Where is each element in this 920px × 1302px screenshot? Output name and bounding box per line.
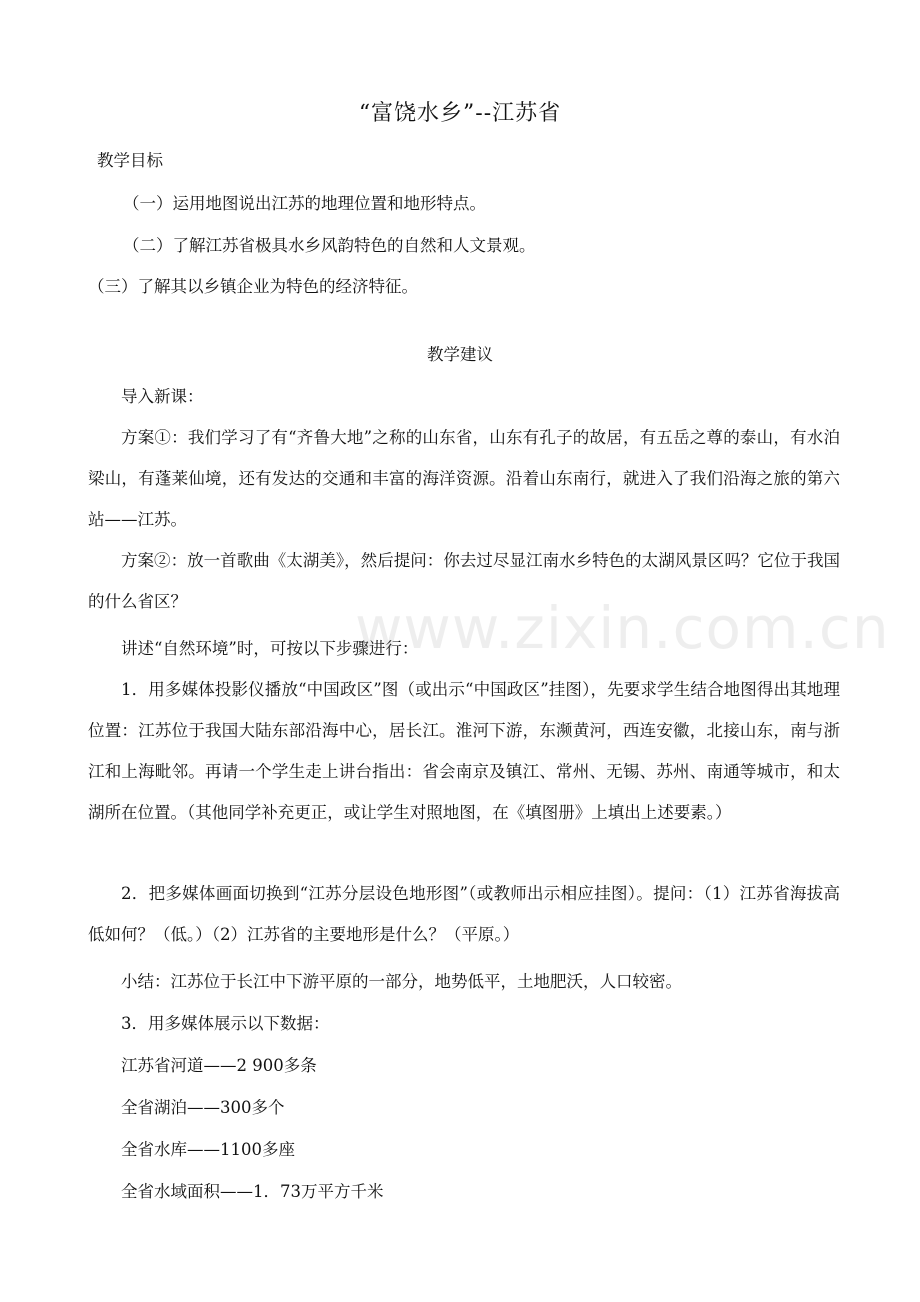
objectives-heading: 教学目标 bbox=[97, 151, 163, 170]
intro-heading: 导入新课： bbox=[121, 387, 204, 406]
watermark-text: www.zixin.com.cn bbox=[355, 594, 890, 662]
step-two-paragraph: 2．把多媒体画面切换到“江苏分层设色地形图”（或教师出示相应挂图）。提问：（1）江苏省海拔高低如何？（低。）（2）江苏省的主要地形是什么？（平原。） bbox=[88, 884, 840, 944]
data-line: 全省湖泊——300多个 bbox=[121, 1098, 285, 1117]
suggestions-heading: 教学建议 bbox=[427, 345, 493, 364]
summary-text: 小结：江苏位于长江中下游平原的一部分，地势低平，土地肥沃，人口较密。 bbox=[121, 972, 682, 991]
nature-intro: 讲述“自然环境”时，可按以下步骤进行： bbox=[121, 639, 419, 658]
data-line: 全省水域面积——1．73万平方千米 bbox=[121, 1182, 384, 1201]
objective-item: （一）运用地图说出江苏的地理位置和地形特点。 bbox=[123, 194, 486, 213]
plan-two-paragraph: 方案②：放一首歌曲《太湖美》，然后提问：你去过尽显江南水乡特色的太湖风景区吗？它位于我国的什么省区？ bbox=[88, 551, 840, 611]
objective-item: （二）了解江苏省极具水乡风韵特色的自然和人文景观。 bbox=[123, 236, 536, 255]
step-three-text: 3．用多媒体展示以下数据： bbox=[121, 1014, 330, 1033]
data-line: 江苏省河道——2 900多条 bbox=[121, 1056, 317, 1075]
document-title: “富饶水乡”--江苏省 bbox=[358, 101, 562, 126]
plan-one-paragraph: 方案①：我们学习了有“齐鲁大地”之称的山东省，山东有孔子的故居，有五岳之尊的泰山，有水泊梁山，有蓬莱仙境，还有发达的交通和丰富的海洋资源。沿着山东南行，就进入了我们沿海之旅的第六站——江苏。 bbox=[88, 428, 840, 529]
step-one-paragraph: 1．用多媒体投影仪播放“中国政区”图（或出示“中国政区”挂图），先要求学生结合地图得出其地理位置：江苏位于我国大陆东部沿海中心，居长江。淮河下游，东濒黄河，西连安徽，北接山东，南与浙江和上海毗邻。再请一个学生走上讲台指出：省会南京及镇江、常州、无锡、苏州、南通等城市，和太湖所在位置。（其他同学补充更正，或让学生对照地图，在《填图册》上填出上述要素。） bbox=[88, 680, 840, 822]
objective-item: （三）了解其以乡镇企业为特色的经济特征。 bbox=[88, 277, 418, 296]
data-line: 全省水库——1100多座 bbox=[121, 1140, 295, 1159]
